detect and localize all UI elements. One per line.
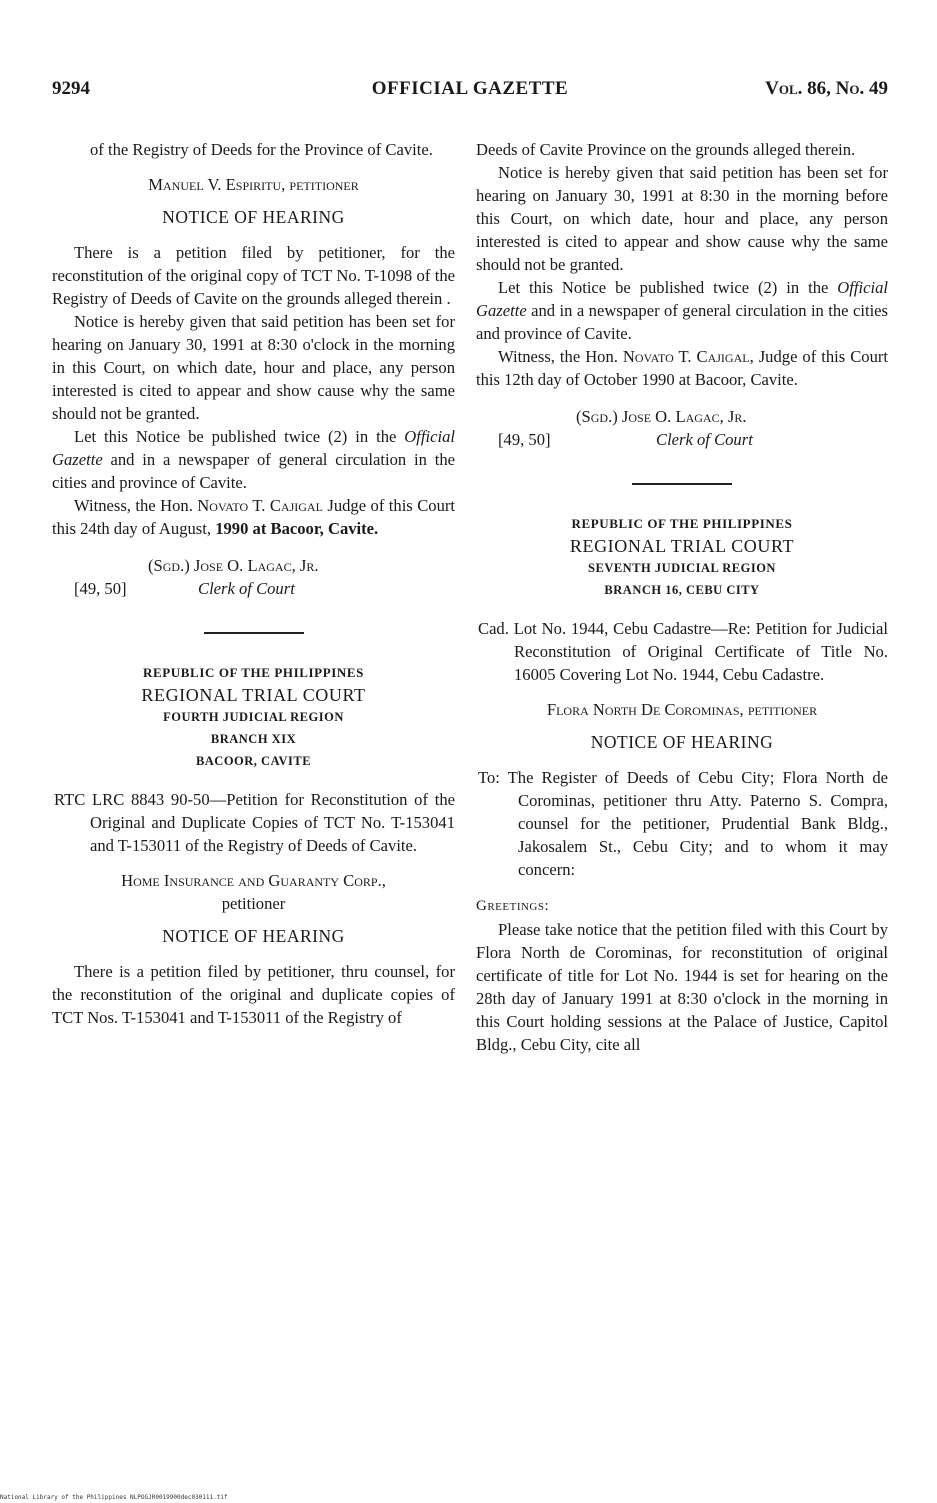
page-number: 9294	[52, 78, 90, 99]
signatory: (Sgd.) Jose O. Lagac, Jr.	[576, 407, 747, 426]
issue-reference: [49, 50]	[74, 579, 127, 598]
paragraph: Please take notice that the petition filed with this Court by Flora North de Corominas, for reconstitution of original certificate of title for Lot No. 1944 is set for hearing on the 28th day of January 1991 at 8:30 o'clock in the morning in this Court holding sessions at the Palace of Justice, Capitol Bldg., Cebu City, cite all	[476, 920, 888, 1054]
witness-paragraph: Witness, the Hon. Novato T. Cajigal, Judge of this Court this 12th day of October 1990 at Bacoor, Cavite.	[476, 347, 888, 389]
left-column	[52, 138, 455, 1029]
signature-block	[52, 554, 455, 602]
case-title: Cad. Lot No. 1944, Cebu Cadastre—Re: Petition for Judicial Reconstitution of Original Certificate of Title No. 16005 Covering Lot No. 1944, Cebu Cadastre.	[478, 619, 888, 684]
scan-footer: National Library of the Philippines NLPOGJR0019900dec030111.tif	[0, 1494, 228, 1501]
signatory-title: Clerk of Court	[198, 579, 295, 598]
continued-text: Deeds of Cavite Province on the grounds alleged therein.	[476, 140, 856, 159]
paragraph: Let this Notice be published twice (2) in the Official Gazette and in a newspaper of general circulation in the cities and province of Cavite.	[52, 427, 455, 492]
volume-number: Vol. 86, No. 49	[765, 78, 888, 99]
paragraph: Notice is hereby given that said petition has been set for hearing on January 30, 1991 at 8:30 in the morning before this Court, on which date, hour and place, any person interested is cited to appear and show cause why the same should not be granted.	[476, 163, 888, 274]
paragraph: Notice is hereby given that said petition has been set for hearing on January 30, 1991 at 8:30 o'clock in the morning in this Court, on which date, hour and place, any person interested is cited to appear and show cause why the same should not be granted.	[52, 312, 455, 423]
judge-name: Novato T. Cajigal	[197, 496, 323, 515]
petitioner-name: Home Insurance and Guaranty Corp., petitioner	[121, 871, 386, 913]
court-heading: REPUBLIC OF THE PHILIPPINES REGIONAL TRIAL COURT FOURTH JUDICIAL REGION BRANCH XIX BACOOR, CAVITE	[141, 665, 366, 768]
court-heading: REPUBLIC OF THE PHILIPPINES REGIONAL TRIAL COURT SEVENTH JUDICIAL REGION BRANCH 16, CEBU CITY	[569, 516, 795, 597]
gazette-name: Official Gazette	[476, 278, 888, 320]
publication-title: OFFICIAL GAZETTE	[371, 78, 569, 99]
notice-heading: NOTICE OF HEARING	[162, 926, 345, 946]
witness-paragraph: Witness, the Hon. Novato T. Cajigal Judge of this Court this 24th day of August, 1990 at Bacoor, Cavite.	[52, 496, 456, 538]
right-column	[476, 138, 888, 1056]
signatory-title: Clerk of Court	[656, 430, 753, 449]
notice-heading: NOTICE OF HEARING	[590, 732, 774, 752]
continued-text: of the Registry of Deeds for the Province of Cavite.	[90, 140, 433, 159]
gazette-name: Official Gazette	[52, 427, 455, 469]
page-header	[52, 78, 888, 106]
paragraph: Let this Notice be published twice (2) in the Official Gazette and in a newspaper of general circulation in the cities and province of Cavite.	[476, 278, 888, 343]
divider	[632, 483, 732, 485]
addressees: To: The Register of Deeds of Cebu City; Flora North de Corominas, petitioner thru Atty. Paterno S. Compra, counsel for the petitioner, Prudential Bank Bldg., Jakosalem St., Cebu City; and to whom it may concern:	[478, 768, 888, 879]
paragraph: There is a petition filed by petitioner, for the reconstitution of the original copy of TCT No. T-1098 of the Registry of Deeds of Cavite on the grounds alleged therein .	[52, 243, 455, 308]
judge-name: Novato T. Cajigal	[622, 347, 750, 366]
notice-heading: NOTICE OF HEARING	[162, 207, 345, 227]
case-title: RTC LRC 8843 90-50—Petition for Reconstitution of the Original and Duplicate Copies of TCT No. T-153041 and T-153011 of the Registry of Deeds of Cavite.	[54, 790, 455, 855]
greetings: Greetings:	[476, 898, 550, 914]
petitioner-name: Manuel V. Espiritu, petitioner	[148, 175, 359, 194]
signatory: (Sgd.) Jose O. Lagac, Jr.	[148, 556, 319, 575]
petitioner-name: Flora North De Corominas, petitioner	[546, 700, 818, 719]
paragraph: There is a petition filed by petitioner, thru counsel, for the reconstitution of the original and duplicate copies of TCT Nos. T-153041 and T-153011 of the Registry of	[52, 962, 455, 1027]
issue-reference: [49, 50]	[498, 430, 551, 449]
divider	[204, 632, 304, 634]
signature-block	[476, 405, 888, 453]
